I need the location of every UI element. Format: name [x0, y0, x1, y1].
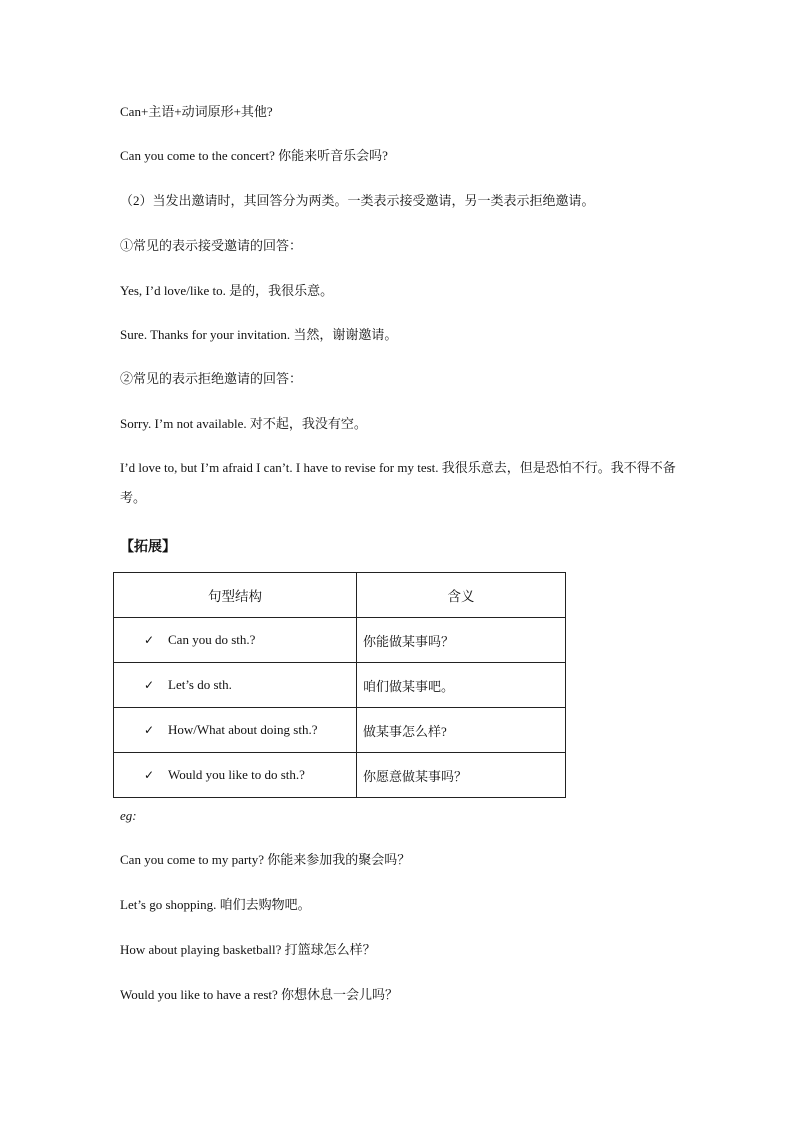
- paragraph-decline-example-2: I’d love to, but I’m afraid I can’t. I have to revise for my test. 我很乐意去，但是恐怕不行。我不得不备考。: [120, 460, 676, 505]
- example-rest: Would you like to have a rest? 你想休息一会儿吗？: [120, 987, 399, 1002]
- meaning-cell: 做某事怎么样?: [357, 708, 566, 753]
- pattern-text: How/What about doing sth.?: [168, 722, 318, 737]
- example-label: eg:: [120, 808, 137, 823]
- meaning-cell: 你愿意做某事吗？: [357, 753, 566, 798]
- meaning-cell: 咱们做某事吧。: [357, 663, 566, 708]
- check-icon: ✓: [144, 633, 155, 647]
- check-icon: ✓: [144, 723, 155, 737]
- table-row: [114, 663, 566, 708]
- paragraph-decline-heading: ②常见的表示拒绝邀请的回答：: [120, 371, 303, 386]
- pattern-text: Would you like to do sth.?: [168, 767, 305, 782]
- example-shopping: Let’s go shopping. 咱们去购物吧。: [120, 897, 311, 912]
- header-pattern: 句型结构: [114, 573, 357, 618]
- pattern-text: Can you do sth.?: [168, 632, 256, 647]
- pattern-cell: [114, 753, 357, 798]
- pattern-cell: [114, 618, 357, 663]
- example-basketball: How about playing basketball? 打篮球怎么样？: [120, 942, 376, 957]
- check-icon: ✓: [144, 768, 155, 782]
- paragraph-accept-heading: ①常见的表示接受邀请的回答：: [120, 238, 303, 253]
- sentence-pattern-table: [113, 572, 566, 798]
- paragraph-concert-example: Can you come to the concert? 你能来听音乐会吗?: [120, 148, 388, 163]
- paragraph-decline-example-1: Sorry. I’m not available. 对不起，我没有空。: [120, 416, 367, 431]
- paragraph-accept-example-2: Sure. Thanks for your invitation. 当然，谢谢邀请。: [120, 327, 398, 342]
- table-row: [114, 708, 566, 753]
- paragraph-can-structure: Can+主语+动词原形+其他?: [120, 104, 273, 119]
- paragraph-reply-types: （2）当发出邀请时，其回答分为两类。一类表示接受邀请，另一类表示拒绝邀请。: [120, 193, 595, 208]
- table-header-row: [114, 573, 566, 618]
- check-icon: ✓: [144, 678, 155, 692]
- meaning-cell: 你能做某事吗？: [357, 618, 566, 663]
- table-row: [114, 618, 566, 663]
- pattern-cell: [114, 663, 357, 708]
- header-meaning: 含义: [357, 573, 566, 618]
- extension-heading: 【拓展】: [120, 539, 176, 555]
- pattern-cell: [114, 708, 357, 753]
- paragraph-accept-example-1: Yes, I’d love/like to. 是的，我很乐意。: [120, 283, 334, 298]
- example-party: Can you come to my party? 你能来参加我的聚会吗？: [120, 852, 411, 867]
- table-row: [114, 753, 566, 798]
- pattern-text: Let’s do sth.: [168, 677, 232, 692]
